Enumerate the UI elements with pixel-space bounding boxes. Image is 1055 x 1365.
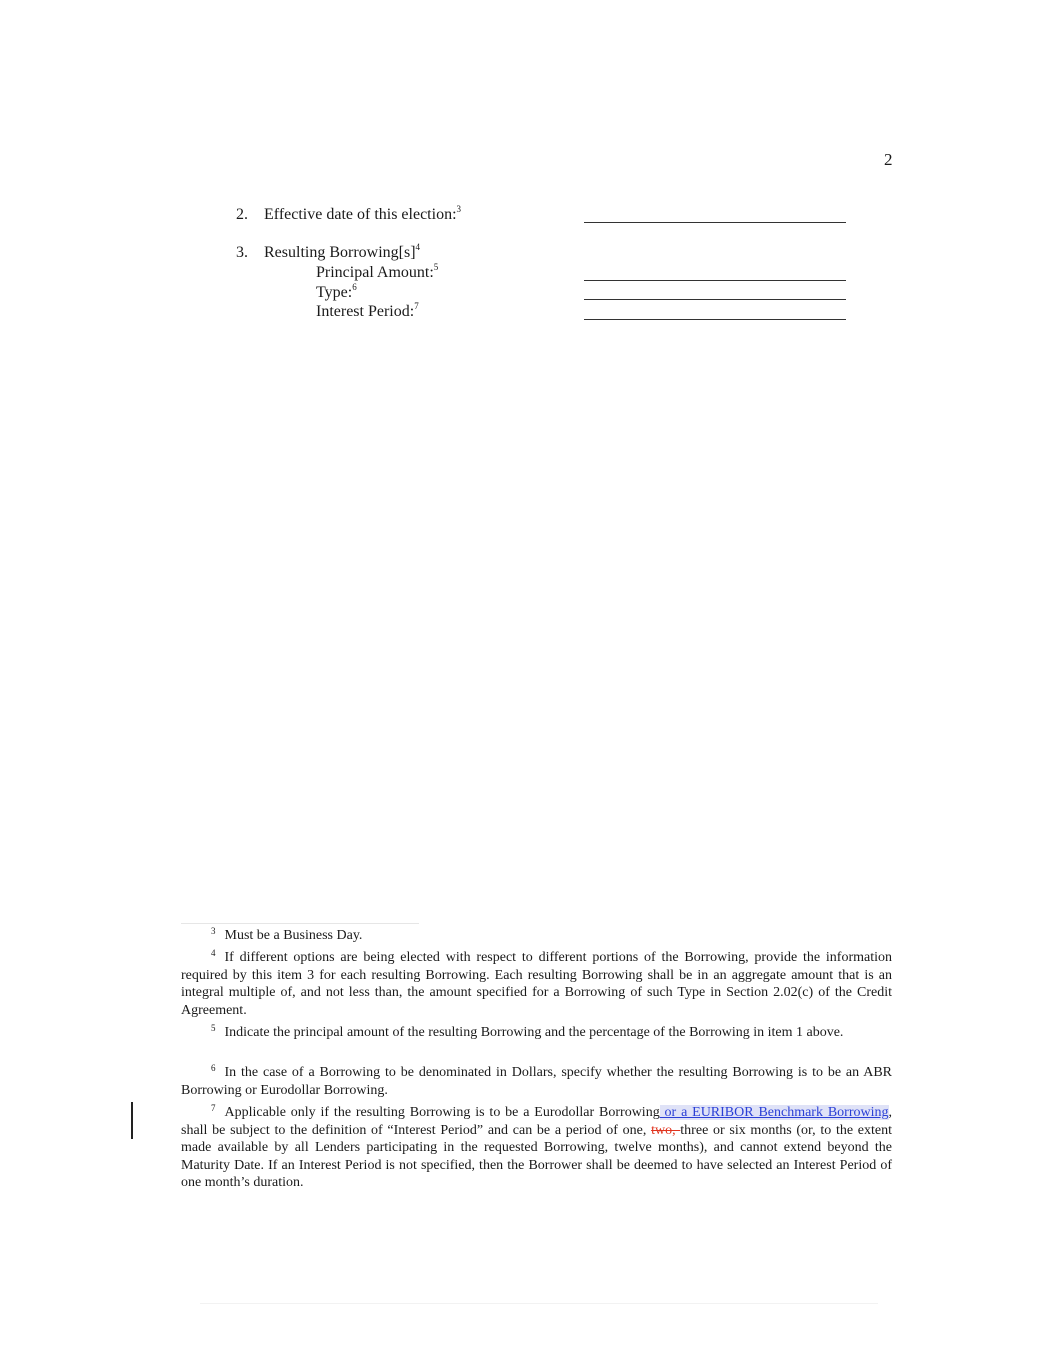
item-effective-date xyxy=(236,205,461,224)
footnote-ref: 3 xyxy=(456,204,462,214)
effective-date-blank xyxy=(584,222,846,223)
footnote-separator xyxy=(181,923,419,924)
footnote-text: , shall be subject to the definition of “Interest Period” and can be a period of one, xyxy=(181,1105,892,1138)
principal-amount-label: Principal Amount:$^5$ xyxy=(316,262,439,281)
tracked-insertion: or a EURIBOR Benchmark Borrowing xyxy=(659,1105,889,1120)
tracked-deletion: two, xyxy=(651,1122,681,1138)
principal-amount-blank xyxy=(584,280,846,281)
footnote-ref: 6 xyxy=(352,282,357,292)
footnote-ref: 4 xyxy=(415,242,421,252)
footnote-ref: 7 xyxy=(414,301,419,311)
type-blank xyxy=(584,299,846,300)
footnote-text: three or six months (or, to the extent made available by all Lenders participating in the requested Borrowing, twelve months), and cannot extend beyond the Maturity Date. If an Interest Period is not specified, then the Borrower shall be deemed to have selected an Interest Period of one month’s duration. xyxy=(181,1122,892,1191)
footnote-ref: 5 xyxy=(433,262,439,272)
page-number: 2 xyxy=(884,150,893,169)
footnote-text: Applicable only if the resulting Borrowing is to be a Eurodollar Borrowing xyxy=(224,1105,660,1120)
item-number: 2. xyxy=(236,206,248,223)
change-bar xyxy=(131,1102,133,1139)
footnote-mark: 5 xyxy=(211,1023,216,1033)
footnote-text: In the case of a Borrowing to be denominated in Dollars, specify whether the resulting Borrowing is to be an ABR Borrowing or Eurodollar Borrowing. xyxy=(181,1065,892,1098)
footnote-text: If different options are being elected with respect to different portions of the Borrowing, provide the information required by this item 3 for each resulting Borrowing. Each resulting Borrowing shall be in an aggregate amount that is an integral multiple of, and not less than, the amount specified for a Borrowing of such Type in Section 2.02(c) of the Credit Agreement. xyxy=(181,950,892,1018)
footnote-mark: 6 xyxy=(211,1063,216,1073)
footnote-5 xyxy=(181,1024,892,1042)
footnote-text: Must be a Business Day. xyxy=(224,928,363,943)
footnote-6 xyxy=(181,1064,892,1099)
item-label: Effective date of this election: xyxy=(264,206,457,223)
footnote-mark: 7 xyxy=(211,1103,216,1113)
item-number: 3. xyxy=(236,244,248,261)
footnote-3 xyxy=(181,927,892,945)
interest-period-blank xyxy=(584,319,846,320)
footnote-mark: 3 xyxy=(211,926,216,936)
footnote-7 xyxy=(181,1104,892,1192)
footer-rule xyxy=(200,1303,878,1304)
footnote-4 xyxy=(181,949,892,1019)
footnote-mark: 4 xyxy=(211,948,216,958)
type-label: Type:$^6$ xyxy=(316,282,357,301)
footnote-text: Indicate the principal amount of the resulting Borrowing and the percentage of the Borrowing in item 1 above. xyxy=(224,1025,844,1040)
item-resulting-borrowing xyxy=(236,243,420,262)
interest-period-label: Interest Period:$^7$ xyxy=(316,301,419,320)
item-label: Resulting Borrowing[s] xyxy=(264,244,416,261)
